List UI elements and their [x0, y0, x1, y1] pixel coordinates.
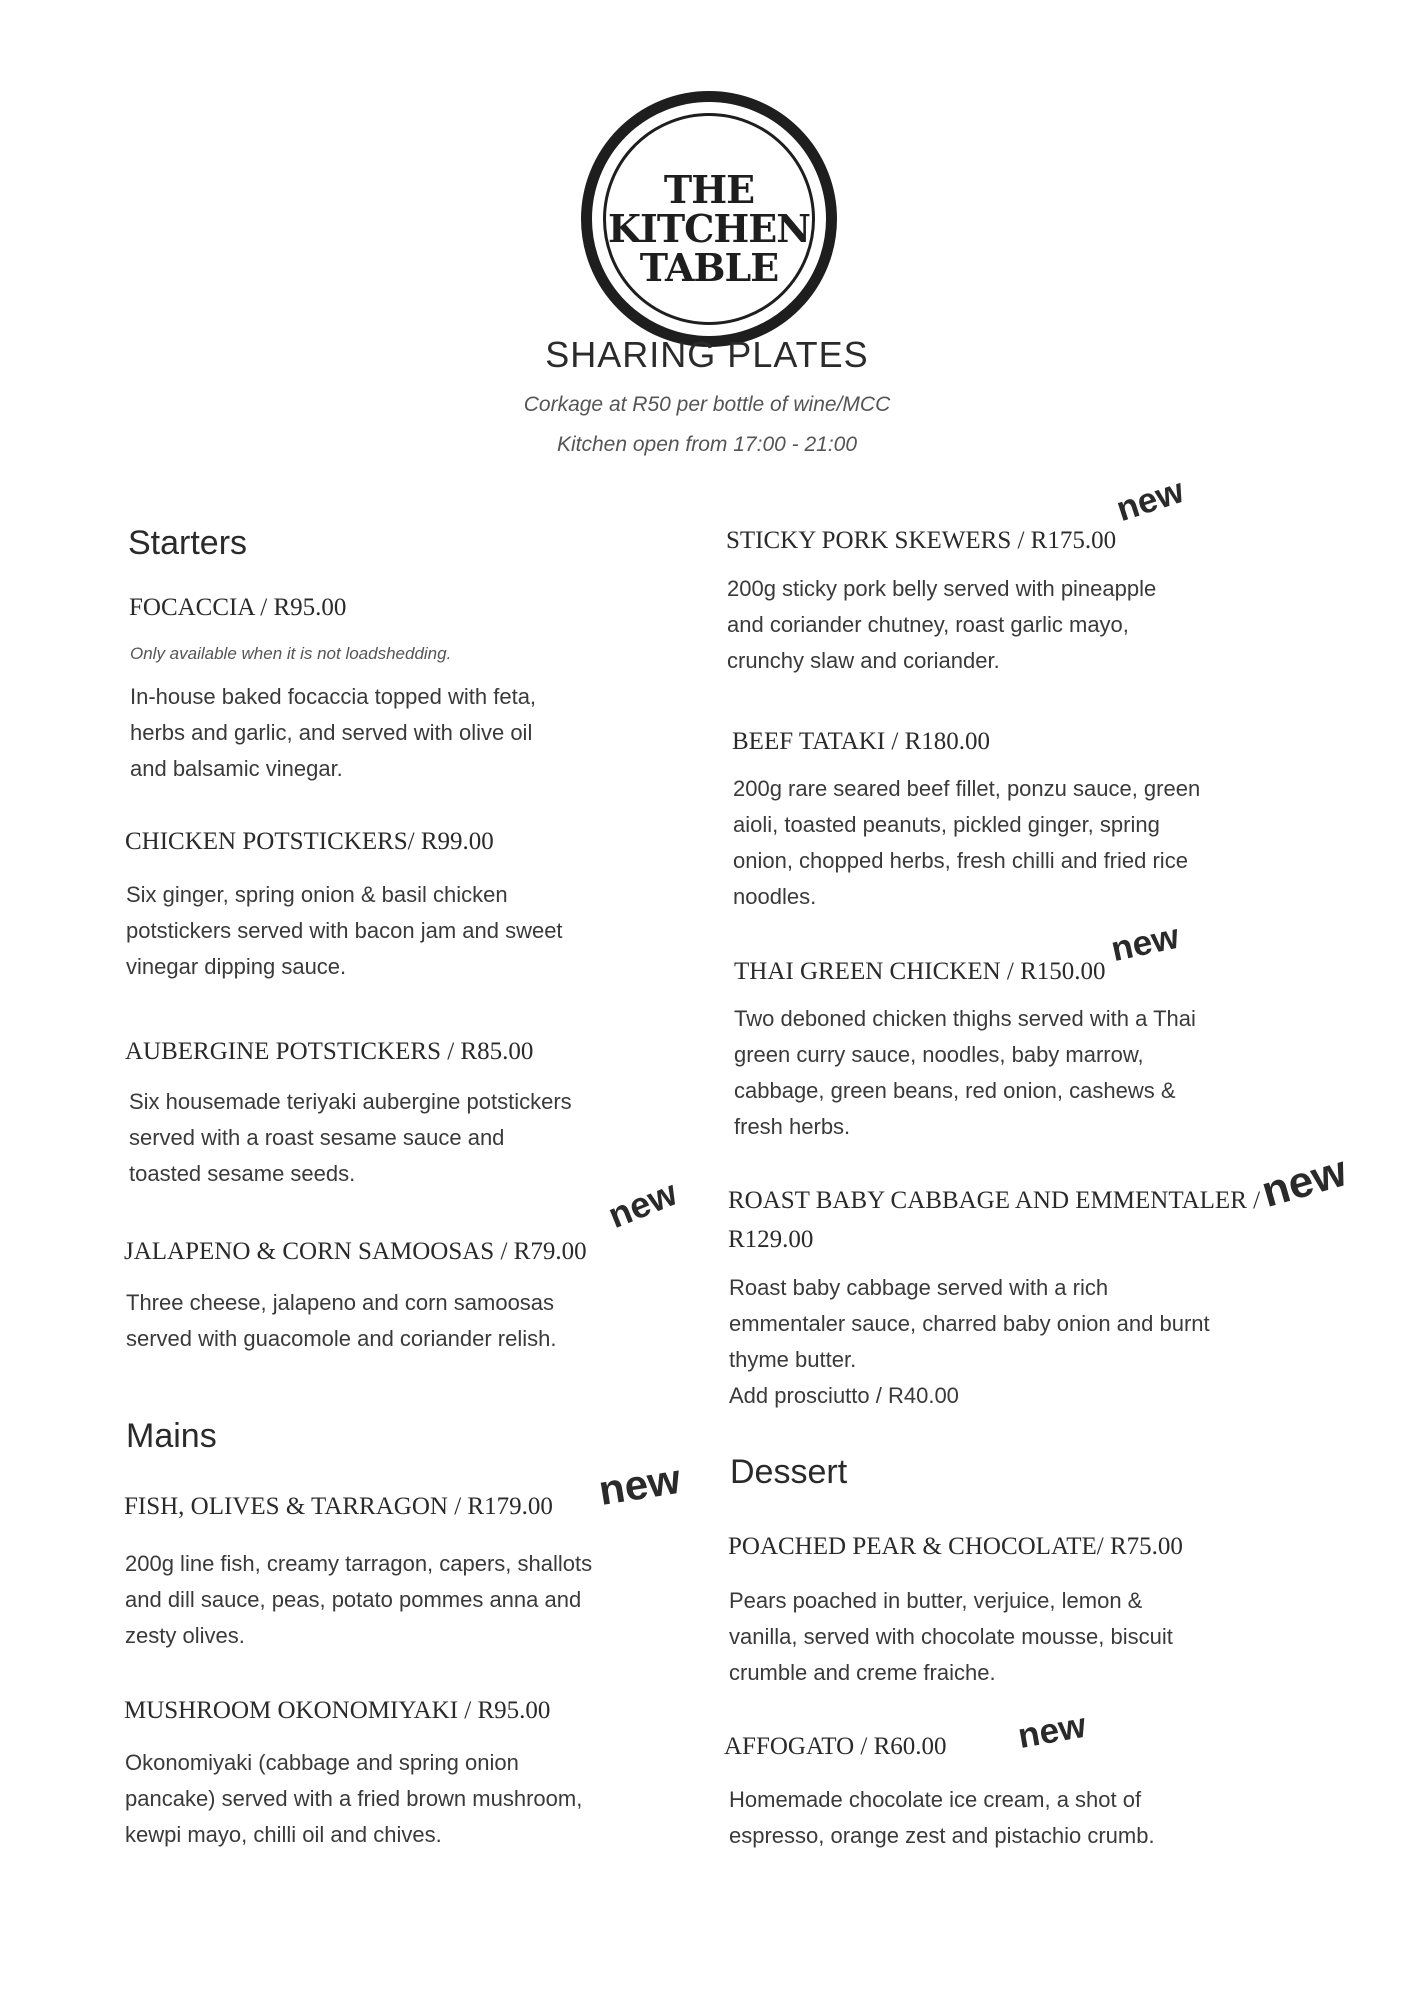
cabbage-title-line-2: R129.00: [728, 1226, 814, 1253]
pork-skewers-description: 200g sticky pork belly served with pineapple and coriander chutney, roast garlic mayo, crunchy slaw and coriander.: [727, 576, 1157, 673]
affogato-title: AFFOGATO / R60.00: [724, 1733, 947, 1760]
samoosas-title: JALAPENO & CORN SAMOOSAS / R79.00: [124, 1238, 587, 1265]
new-badge-samoosas: new: [602, 1171, 683, 1237]
focaccia-title: FOCACCIA / R95.00: [129, 594, 347, 621]
logo-line-2: KITCHEN: [608, 206, 810, 251]
chicken-potstickers-description: Six ginger, spring onion & basil chicken potstickers served with bacon jam and sweet vinegar dipping sauce.: [126, 882, 563, 979]
page-title: SHARING PLATES: [545, 334, 869, 375]
fish-title: FISH, OLIVES & TARRAGON / R179.00: [124, 1493, 553, 1520]
cabbage-title-line-1: ROAST BABY CABBAGE AND EMMENTALER /: [728, 1187, 1261, 1214]
starters-heading: Starters: [128, 524, 248, 562]
new-badge-affogato: new: [1015, 1705, 1089, 1757]
mains-heading: Mains: [126, 1417, 217, 1455]
poached-pear-description: Pears poached in butter, verjuice, lemon & vanilla, served with chocolate mousse, biscuit crumble and creme fraiche.: [729, 1588, 1173, 1685]
pork-skewers-title: STICKY PORK SKEWERS / R175.00: [726, 527, 1117, 554]
new-badge-cabbage: new: [1256, 1146, 1352, 1218]
chicken-potstickers-title: CHICKEN POTSTICKERS/ R99.00: [125, 828, 494, 855]
restaurant-logo: [581, 91, 837, 347]
new-badge-thai: new: [1107, 916, 1183, 970]
kitchen-hours: Kitchen open from 17:00 - 21:00: [556, 433, 858, 456]
logo-text: [592, 167, 826, 290]
focaccia-description: In-house baked focaccia topped with feta, herbs and garlic, and served with olive oil and balsamic vinegar.: [130, 684, 537, 781]
aubergine-potstickers-title: AUBERGINE POTSTICKERS / R85.00: [125, 1038, 534, 1065]
beef-tataki-title: BEEF TATAKI / R180.00: [732, 728, 991, 755]
thai-chicken-title: THAI GREEN CHICKEN / R150.00: [734, 958, 1106, 985]
affogato-description: Homemade chocolate ice cream, a shot of espresso, orange zest and pistachio crumb.: [729, 1787, 1155, 1848]
focaccia-note: Only available when it is not loadshedding.: [130, 644, 452, 663]
logo-line-3: TABLE: [639, 245, 779, 290]
new-badge-fish: new: [595, 1454, 684, 1515]
aubergine-potstickers-description: Six housemade teriyaki aubergine potstickers served with a roast sesame sauce and toasted sesame seeds.: [129, 1089, 572, 1186]
fish-description: 200g line fish, creamy tarragon, capers, shallots and dill sauce, peas, potato pommes anna and zesty olives.: [125, 1551, 593, 1648]
new-badge-pork: new: [1111, 470, 1189, 530]
samoosas-description: Three cheese, jalapeno and corn samoosas served with guacomole and coriander relish.: [126, 1290, 557, 1351]
logo-line-1: THE: [663, 167, 755, 212]
okonomiyaki-description: Okonomiyaki (cabbage and spring onion pancake) served with a fried brown mushroom, kewpi mayo, chilli oil and chives.: [125, 1750, 583, 1847]
corkage-note: Corkage at R50 per bottle of wine/MCC: [523, 393, 891, 416]
cabbage-description: Roast baby cabbage served with a rich emmentaler sauce, charred baby onion and burnt thyme butter. Add prosciutto / R40.00: [729, 1275, 1210, 1408]
poached-pear-title: POACHED PEAR & CHOCOLATE/ R75.00: [728, 1533, 1183, 1560]
okonomiyaki-title: MUSHROOM OKONOMIYAKI / R95.00: [124, 1697, 551, 1724]
beef-tataki-description: 200g rare seared beef fillet, ponzu sauce, green aioli, toasted peanuts, pickled ginger, spring onion, chopped herbs, fresh chilli and fried rice noodles.: [733, 776, 1201, 909]
thai-chicken-description: Two deboned chicken thighs served with a Thai green curry sauce, noodles, baby marrow, cabbage, green beans, red onion, cashews & fresh herbs.: [734, 1006, 1196, 1139]
dessert-heading: Dessert: [730, 1453, 848, 1491]
